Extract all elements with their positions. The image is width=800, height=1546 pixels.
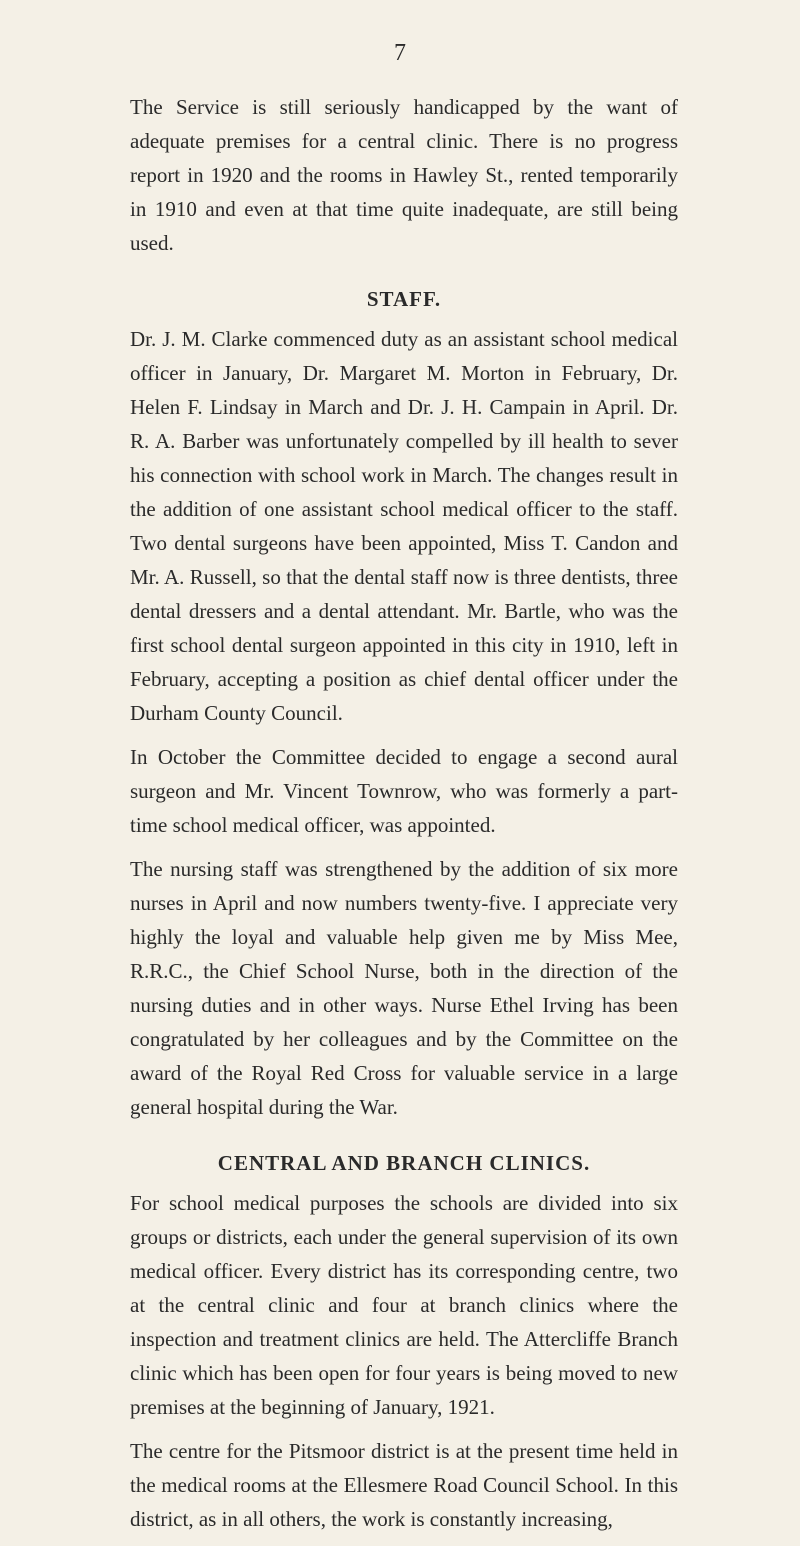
clinics-heading: CENTRAL AND BRANCH CLINICS. — [217, 1151, 591, 1175]
document-body — [130, 90, 678, 1546]
staff-paragraph-2: In October the Committee decided to engage a second aural surgeon and Mr. Vincent Townrow, who was formerly a part-time school medical officer, was appointed. — [130, 745, 678, 837]
clinics-paragraph-1: For school medical purposes the schools are divided into six groups or districts, each under the general supervision of its own medical officer. Every district has its corresponding centre, two at the central clinic and four at branch clinics where the inspection and treatment clinics are held. The Attercliffe Branch clinic which has been open for four years is being moved to new premises at the beginning of January, 1921. — [130, 1191, 678, 1419]
staff-paragraph-3: The nursing staff was strengthened by the addition of six more nurses in April and now numbers twenty-five. I appreciate very highly the loyal and valuable help given me by Miss Mee, R.R.C., the Chief School Nurse, both in the direction of the nursing duties and in other ways. Nurse Ethel Irving has been congratulated by her colleagues and by the Committee on the award of the Royal Red Cross for valuable service in a large general hospital during the War. — [130, 857, 678, 1119]
intro-paragraph: The Service is still seriously handicapped by the want of adequate premises for a central clinic. There is no progress report in 1920 and the rooms in Hawley St., rented temporarily in 1910 and even at that time quite inadequate, are still being used. — [130, 95, 678, 255]
page-number: 7 — [394, 40, 406, 66]
staff-paragraph-1: Dr. J. M. Clarke commenced duty as an assistant school medical officer in January, Dr. Margaret M. Morton in February, Dr. Helen F. Lindsay in March and Dr. J. H. Campain in April. Dr. R. A. Barber was unfortunately compelled by ill health to sever his connection with school work in March. The changes result in the addition of one assistant school medical officer to the staff. Two dental surgeons have been appointed, Miss T. Candon and Mr. A. Russell, so that the dental staff now is three dentists, three dental dressers and a dental attendant. Mr. Bartle, who was the first school dental surgeon appointed in this city in 1910, left in February, accepting a position as chief dental officer under the Durham County Council. — [130, 327, 678, 725]
staff-heading: STAFF. — [366, 287, 442, 311]
clinics-paragraph-2: The centre for the Pitsmoor district is at the present time held in the medical rooms at the Ellesmere Road Council School. In this district, as in all others, the work is constantly increasing, — [130, 1439, 678, 1531]
